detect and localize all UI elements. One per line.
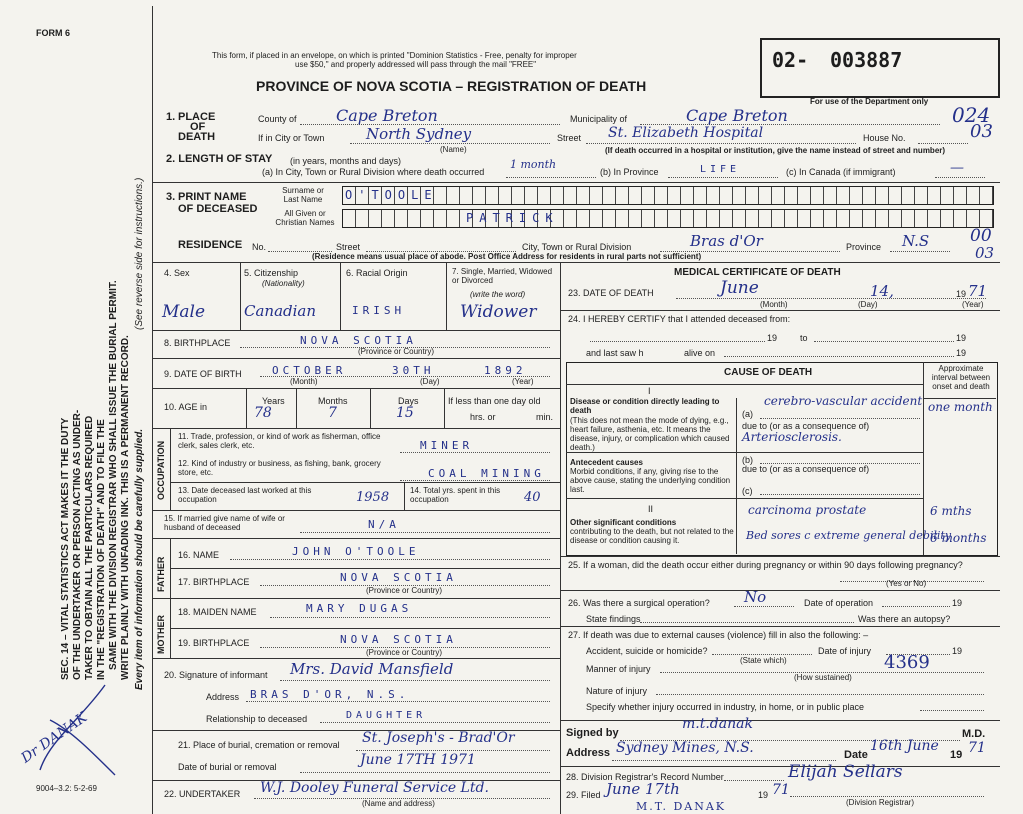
name-label-1: PRINT NAME bbox=[178, 191, 247, 203]
citizenship-hint: (Nationality) bbox=[262, 279, 305, 288]
side-text-5: SAME WITH THE DIVISION REGISTRAR WHO SHALL ISSUE THE BURIAL PERMIT. bbox=[108, 280, 119, 670]
age-label: 10. AGE in bbox=[164, 402, 208, 412]
dob-day: 30TH bbox=[392, 364, 435, 377]
age-days: 15 bbox=[396, 405, 414, 421]
part-1: I bbox=[648, 386, 651, 396]
marital-hint: (write the word) bbox=[470, 290, 526, 299]
q14-value: 40 bbox=[524, 490, 541, 505]
dob-day-hint: (Day) bbox=[420, 377, 440, 386]
dept-use-label: For use of the Department only bbox=[810, 97, 929, 106]
q13-value: 1958 bbox=[356, 490, 390, 505]
relationship-value: DAUGHTER bbox=[346, 710, 427, 721]
age-under-label: If less than one day old bbox=[448, 396, 541, 406]
q11-label: 11. Trade, profession, or kind of work as fisherman, office clerk, sales clerk, etc. bbox=[178, 432, 381, 450]
mother-bp: NOVA SCOTIA bbox=[340, 633, 457, 646]
name-label-2: OF DECEASED bbox=[178, 203, 258, 215]
death-year: 71 bbox=[968, 282, 988, 300]
code-4: 03 bbox=[975, 244, 995, 262]
signoff-date-label: Date bbox=[844, 749, 868, 761]
mother-maiden-label: 18. MAIDEN NAME bbox=[178, 607, 257, 617]
spouse-value: N/A bbox=[368, 518, 400, 531]
mother-side: MOTHER bbox=[156, 615, 166, 654]
residence-street-label: Street bbox=[336, 242, 361, 252]
to-label: to bbox=[800, 333, 808, 343]
code-3: 00 bbox=[970, 226, 992, 246]
birthplace-value: NOVA SCOTIA bbox=[300, 334, 417, 347]
stay-a-value: 1 month bbox=[510, 158, 557, 171]
form-title: PROVINCE OF NOVA SCOTIA – REGISTRATION OF DEATH bbox=[256, 78, 647, 94]
residence-hint: (Residence means usual place of abode. Post Office Address for residents in rural parts not sufficient) bbox=[312, 252, 702, 261]
age-hrs: hrs. or bbox=[470, 412, 496, 422]
birthplace-label: 8. BIRTHPLACE bbox=[164, 338, 231, 348]
stay-b-value: LIFE bbox=[700, 164, 741, 175]
informant-address: BRAS D'OR, N.S. bbox=[250, 688, 410, 701]
age-days-label: Days bbox=[398, 396, 419, 406]
city-value: North Sydney bbox=[366, 125, 472, 143]
q14-label: 14. Total yrs. spent in this occupation bbox=[410, 486, 501, 504]
death-year-prefix: 19 bbox=[956, 289, 967, 299]
father-bp: NOVA SCOTIA bbox=[340, 571, 457, 584]
dob-year: 1892 bbox=[484, 364, 527, 377]
other2-interval: 6 months bbox=[930, 531, 987, 545]
mail-notice-2: use $50," and properly addressed will pass through the mail "FREE" bbox=[295, 60, 537, 69]
other2-value: Bed sores c extreme general debility bbox=[746, 529, 952, 542]
side-text-3: TAKER TO OBTAIN ALL THE PARTICULARS REQUIRED bbox=[84, 415, 95, 680]
origin-value: IRISH bbox=[352, 304, 406, 317]
registrar-signature: Elijah Sellars bbox=[788, 762, 903, 782]
q26-19: 19 bbox=[952, 598, 963, 608]
death-month: June bbox=[720, 278, 759, 298]
last-saw-label: and last saw h bbox=[586, 348, 644, 358]
father-side: FATHER bbox=[156, 556, 166, 592]
other-hint: contributing to the death, but not related to the disease or condition causing it. bbox=[570, 527, 734, 545]
mother-bp-hint: (Province or Country) bbox=[366, 648, 443, 657]
signed-value: m.t.danak bbox=[682, 716, 753, 732]
form-id: FORM 6 bbox=[36, 28, 71, 38]
due-to-1: due to (or as a consequence of) bbox=[742, 421, 870, 431]
place-label-3: DEATH bbox=[178, 131, 216, 143]
citizenship-label: 5. Citizenship bbox=[244, 268, 299, 278]
county-value: Cape Breton bbox=[336, 106, 438, 125]
q26-autopsy-label: Was there an autopsy? bbox=[858, 614, 951, 624]
q26-findings-label: State findings bbox=[586, 614, 641, 624]
age-months: 7 bbox=[328, 405, 337, 421]
registrar-stamp: M.T. DANAK bbox=[636, 800, 727, 813]
medical-title: MEDICAL CERTIFICATE OF DEATH bbox=[674, 267, 841, 278]
filed-value: June 17th bbox=[606, 780, 680, 798]
birthplace-hint: (Province or Country) bbox=[358, 347, 435, 356]
marital-value: Widower bbox=[460, 302, 537, 322]
q27-nature-label: Nature of injury bbox=[586, 686, 648, 696]
q12-label: 12. Kind of industry or business, as fishing, bank, grocery store, etc. bbox=[178, 459, 381, 477]
origin-label: 6. Racial Origin bbox=[346, 268, 408, 278]
q13-label: 13. Date deceased last worked at this occupation bbox=[178, 486, 312, 504]
stay-b-label: (b) In Province bbox=[600, 167, 659, 177]
residence-no-label: No. bbox=[252, 242, 267, 252]
relationship-label: Relationship to deceased bbox=[206, 714, 308, 724]
cause-b-marker: (b) bbox=[742, 455, 753, 465]
informant-address-label: Address bbox=[206, 692, 240, 702]
dob-year-hint: (Year) bbox=[512, 377, 534, 386]
interval-a: one month bbox=[928, 400, 993, 414]
filed-year: 71 bbox=[772, 782, 790, 798]
signoff-address-label: Address bbox=[566, 747, 611, 759]
cause-a-value: cerebro-vascular accident bbox=[764, 394, 923, 408]
burial-label: 21. Place of burial, cremation or removal bbox=[178, 740, 340, 750]
margin-signature-stroke bbox=[20, 680, 130, 780]
dob-month: OCTOBER bbox=[272, 364, 347, 377]
q26-date-label: Date of operation bbox=[804, 598, 874, 608]
part-2: II bbox=[648, 504, 654, 514]
father-bp-hint: (Province or Country) bbox=[366, 586, 443, 595]
place-label-1: PLACE bbox=[178, 111, 216, 123]
q11-value: MINER bbox=[420, 439, 474, 452]
city-label: If in City or Town bbox=[258, 133, 325, 143]
stay-hint: (in years, months and days) bbox=[290, 156, 402, 166]
code-1: 024 bbox=[952, 103, 991, 127]
q12-value: COAL MINING bbox=[428, 467, 545, 480]
age-years-label: Years bbox=[262, 396, 285, 406]
code-2: 03 bbox=[970, 121, 993, 142]
father-name: JOHN O'TOOLE bbox=[292, 545, 420, 558]
md-label: M.D. bbox=[962, 728, 986, 740]
q26-value: No bbox=[744, 588, 767, 606]
reg-prefix: 02- bbox=[772, 48, 809, 72]
mother-maiden: MARY DUGAS bbox=[306, 602, 413, 615]
father-bp-label: 17. BIRTHPLACE bbox=[178, 577, 250, 587]
age-years: 78 bbox=[254, 405, 272, 421]
q25-label-line: 25. If a woman, did the death occur either during pregnancy or within 90 days following pregnancy? bbox=[568, 560, 963, 570]
signed-label: Signed by bbox=[566, 727, 619, 739]
residence-city-value: Bras d'Or bbox=[690, 232, 763, 250]
informant-signature: Mrs. David Mansfield bbox=[290, 660, 454, 678]
death-year-hint: (Year) bbox=[962, 300, 984, 309]
place-no: 1. bbox=[166, 111, 176, 123]
alive-on-label: alive on bbox=[684, 348, 716, 358]
house-label: House No. bbox=[863, 133, 906, 143]
side-text-8: (See reverse side for instructions.) bbox=[134, 177, 145, 330]
filed-label: 29. Filed bbox=[566, 790, 601, 800]
cause-a-marker: (a) bbox=[742, 409, 753, 419]
q27-specify-label: Specify whether injury occurred in industry, in home, or in public place bbox=[586, 702, 864, 712]
cause-title: CAUSE OF DEATH bbox=[724, 367, 813, 378]
margin-signature: Dr DANAK bbox=[18, 709, 91, 767]
q27-sustained-hint: (How sustained) bbox=[794, 673, 852, 682]
residence-label: RESIDENCE bbox=[178, 239, 243, 251]
informant-label: 20. Signature of informant bbox=[164, 670, 268, 680]
death-month-hint: (Month) bbox=[760, 300, 788, 309]
dob-month-hint: (Month) bbox=[290, 377, 318, 386]
undertaker-label: 22. UNDERTAKER bbox=[164, 789, 241, 799]
side-text-4: IN THE "REGISTRATION OF DEATH" AND TO FILE THE bbox=[96, 419, 107, 680]
antecedent-label: Antecedent causes bbox=[570, 458, 643, 467]
registrar-hint: (Division Registrar) bbox=[846, 798, 915, 807]
stay-a-label: (a) In City, Town or Rural Division where death occurred bbox=[262, 167, 485, 177]
form-left-border bbox=[152, 6, 153, 814]
q27-19: 19 bbox=[952, 646, 963, 656]
from-19: 19 bbox=[767, 333, 778, 343]
place-label-2: OF bbox=[190, 121, 206, 133]
occupation-side: OCCUPATION bbox=[156, 440, 166, 500]
q27-accident-label: Accident, suicide or homicide? bbox=[586, 646, 708, 656]
city-name-hint: (Name) bbox=[440, 145, 467, 154]
surname-label: Surname or Last Name bbox=[282, 186, 324, 204]
cause-c-marker: (c) bbox=[742, 486, 753, 496]
county-label: County of bbox=[258, 114, 297, 124]
signoff-year-prefix: 19 bbox=[950, 749, 963, 761]
q26-label: 26. Was there a surgical operation? bbox=[568, 598, 710, 608]
hospital-hint: (If death occurred in a hospital or institution, give the name instead of street and number) bbox=[605, 146, 946, 155]
side-text-1: SEC. 14 – VITAL STATISTICS ACT MAKES IT THE DUTY bbox=[60, 417, 71, 680]
street-value: St. Elizabeth Hospital bbox=[608, 125, 764, 141]
alive-19: 19 bbox=[956, 348, 967, 358]
stay-label: 2. LENGTH OF STAY bbox=[166, 153, 273, 165]
age-months-label: Months bbox=[318, 396, 348, 406]
to-19: 19 bbox=[956, 333, 967, 343]
age-min: min. bbox=[536, 412, 554, 422]
q27-manner-label: Manner of injury bbox=[586, 664, 651, 674]
burial-place: St. Joseph's - Brad'Or bbox=[362, 730, 515, 746]
q27-which-hint: (State which) bbox=[740, 656, 787, 665]
death-day-hint: (Day) bbox=[858, 300, 878, 309]
other1-value: carcinoma prostate bbox=[748, 503, 867, 517]
other1-interval: 6 mths bbox=[930, 504, 972, 518]
signoff-address: Sydney Mines, N.S. bbox=[616, 740, 754, 756]
undertaker-value: W.J. Dooley Funeral Service Ltd. bbox=[260, 780, 489, 796]
surname-grid bbox=[342, 186, 994, 205]
due-to-2: due to (or as a consequence of) bbox=[742, 464, 870, 474]
side-text-2: OF THE UNDERTAKER OR PERSON ACTING AS UNDER- bbox=[72, 409, 83, 680]
residence-city-label: City, Town or Rural Division bbox=[522, 242, 632, 252]
disease-label: Disease or condition directly leading to death bbox=[570, 397, 720, 415]
residence-province-value: N.S bbox=[902, 232, 930, 250]
citizenship-value: Canadian bbox=[244, 302, 317, 320]
burial-date: June 17TH 1971 bbox=[360, 752, 476, 768]
interval-title: Approximate interval between onset and death bbox=[931, 364, 991, 391]
death-date-label: 23. DATE OF DEATH bbox=[568, 288, 654, 298]
municipality-label: Municipality of bbox=[570, 114, 628, 124]
stay-c-label: (c) In Canada (if immigrant) bbox=[786, 167, 896, 177]
given-value: PATRICK bbox=[466, 211, 559, 225]
burial-date-label: Date of burial or removal bbox=[178, 762, 277, 772]
death-day: 14, bbox=[870, 282, 894, 300]
undertaker-hint: (Name and address) bbox=[362, 799, 435, 808]
q27-label: 27. If death was due to external causes (violence) fill in also the following: – bbox=[568, 630, 869, 640]
reg-number: 003887 bbox=[830, 48, 903, 72]
certify-label: 24. I HEREBY CERTIFY that I attended deceased from: bbox=[568, 314, 791, 324]
q25-hint: (Yes or No) bbox=[886, 579, 927, 588]
street-label: Street bbox=[557, 133, 582, 143]
sex-label: 4. Sex bbox=[164, 268, 190, 278]
marital-label: 7. Single, Married, Widowed or Divorced bbox=[452, 267, 553, 285]
surname-value: O'TOOLE bbox=[345, 188, 438, 202]
dob-label: 9. DATE OF BIRTH bbox=[164, 369, 242, 379]
signoff-date: 16th June bbox=[870, 738, 939, 754]
stay-c-value: — bbox=[950, 160, 964, 176]
name-no: 3. bbox=[166, 191, 176, 203]
mother-bp-label: 19. BIRTHPLACE bbox=[178, 638, 250, 648]
other-label: Other significant conditions bbox=[570, 518, 677, 527]
residence-province-label: Province bbox=[846, 242, 882, 252]
sex-value: Male bbox=[162, 302, 206, 322]
doc-code: 9004–3.2: 5-2-69 bbox=[36, 784, 97, 793]
given-grid bbox=[342, 209, 994, 228]
side-text-6: WRITE PLAINLY WITH UNFADING INK. THIS IS A PERMANENT RECORD. bbox=[120, 335, 131, 680]
given-label: All Given or Christian Names bbox=[275, 209, 335, 227]
registration-number-box bbox=[760, 38, 1000, 98]
spouse-label: 15. If married give name of wife or husband of deceased bbox=[164, 514, 285, 532]
record-number-label: 28. Division Registrar's Record Number bbox=[566, 772, 724, 782]
municipality-value: Cape Breton bbox=[686, 106, 788, 125]
father-name-label: 16. NAME bbox=[178, 550, 220, 560]
filed-year-prefix: 19 bbox=[758, 790, 769, 800]
disease-hint: (This does not mean the mode of dying, e.g., heart failure, asthenia, etc. It means the disease, injury, or complication which caused death.) bbox=[570, 416, 730, 452]
signoff-year: 71 bbox=[968, 740, 986, 756]
side-text-7: Every item of information should be carefully supplied. bbox=[134, 428, 145, 690]
mail-notice-1: This form, if placed in an envelope, on which is printed "Dominion Statistics - Free, penalty for improper bbox=[212, 51, 577, 60]
q27-number: 4369 bbox=[884, 652, 930, 673]
cause-a2-value: Arteriosclerosis. bbox=[742, 430, 842, 444]
antecedent-hint: Morbid conditions, if any, giving rise to the above cause, stating the underlying condition last. bbox=[570, 467, 731, 494]
q27-injury-date-label: Date of injury bbox=[818, 646, 872, 656]
